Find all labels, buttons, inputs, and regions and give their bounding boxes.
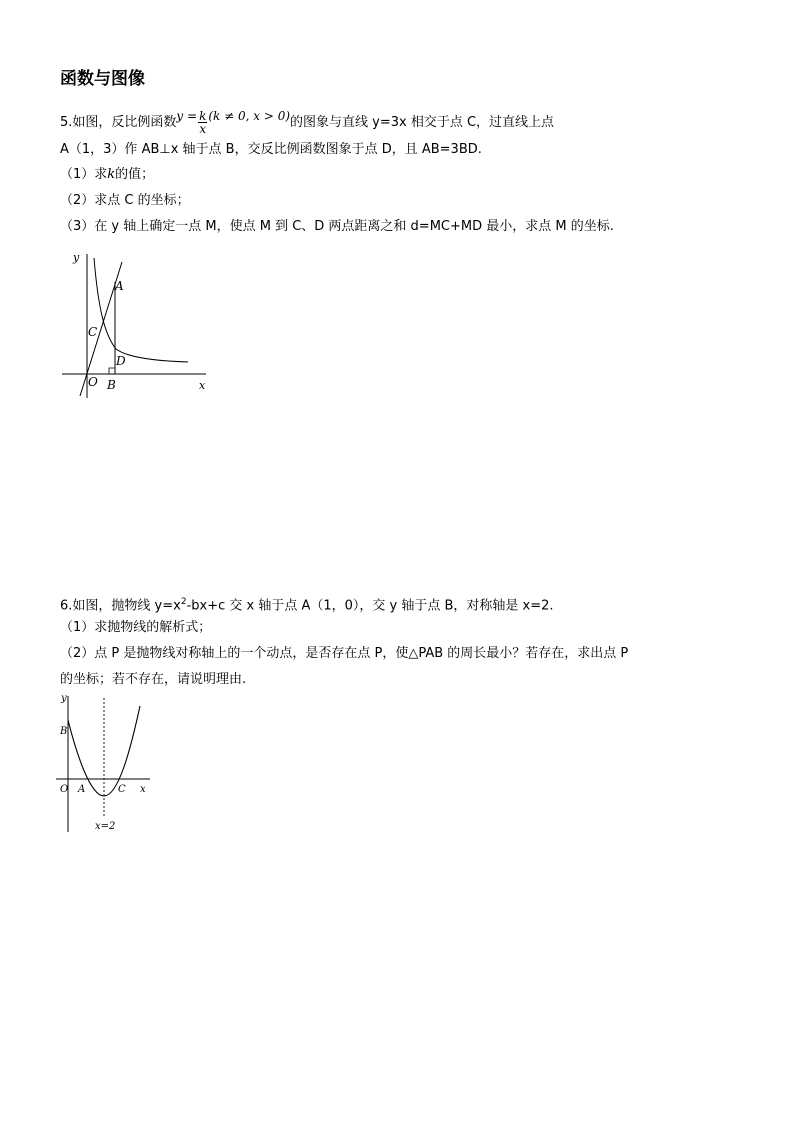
q6-label-axis: x=2	[95, 821, 116, 832]
q5-formula-numerator: k	[199, 109, 207, 123]
q5-formula-denominator: x	[199, 122, 207, 136]
q6-line1-a: 6.如图，抛物线 y=x	[60, 598, 181, 614]
q5-right-angle-mark	[109, 368, 115, 374]
q6-line1-b: -bx+c 交 x 轴于点 A（1，0），交 y 轴于点 B，对称轴是 x=2.	[186, 598, 554, 614]
q5-label-D: D	[116, 354, 126, 368]
q5-figure	[58, 246, 218, 401]
q5-intro-a: 5.如图，反比例函数	[60, 115, 177, 130]
q5-part1-a: （1）求	[60, 167, 108, 182]
q5-label-B: B	[107, 378, 116, 392]
section-title: 函数与图像	[60, 69, 145, 89]
q6-line1	[60, 593, 554, 615]
q6-label-x: x	[140, 784, 146, 795]
q6-label-A: A	[78, 784, 86, 795]
q5-formula-condition: (k ≠ 0, x > 0)	[208, 109, 291, 123]
q5-part1-b: 的值；	[115, 167, 155, 182]
q5-hyperbola	[94, 258, 188, 362]
q5-label-O: O	[88, 375, 98, 389]
q5-line1	[60, 107, 554, 135]
q5-label-C: C	[88, 325, 98, 339]
q5-label-x: x	[199, 379, 206, 392]
q6-label-O: O	[60, 784, 69, 795]
q6-part1: （1）求抛物线的解析式；	[60, 620, 212, 635]
q6-part2-line2: 的坐标；若不存在，请说明理由.	[60, 672, 247, 687]
q5-formula-fraction	[198, 110, 207, 135]
q5-label-A: A	[115, 279, 124, 293]
q5-part1-k: k	[107, 167, 116, 182]
q6-label-B: B	[60, 726, 68, 737]
q5-formula-lhs: y =	[176, 109, 198, 123]
q5-line2: A（1，3）作 AB⊥x 轴于点 B，交反比例函数图象于点 D，且 AB=3BD.	[60, 142, 482, 157]
q5-label-y: y	[73, 251, 80, 264]
q6-label-C: C	[118, 784, 126, 795]
q6-part2-line1: （2）点 P 是抛物线对称轴上的一个动点，是否存在点 P，使△PAB 的周长最小？若存在，求出点 P	[60, 646, 629, 661]
q6-label-y: y	[61, 693, 67, 704]
q5-part1	[60, 166, 154, 184]
q6-figure	[54, 692, 156, 834]
q5-part3: （3）在 y 轴上确定一点 M，使点 M 到 C、D 两点距离之和 d=MC+MD 最小，求点 M 的坐标.	[60, 219, 614, 234]
q6-line1-sup: 2	[180, 597, 187, 607]
q5-intro-b: 的图象与直线 y=3x 相交于点 C，过直线上点	[290, 115, 555, 130]
q5-part2: （2）求点 C 的坐标；	[60, 193, 190, 208]
